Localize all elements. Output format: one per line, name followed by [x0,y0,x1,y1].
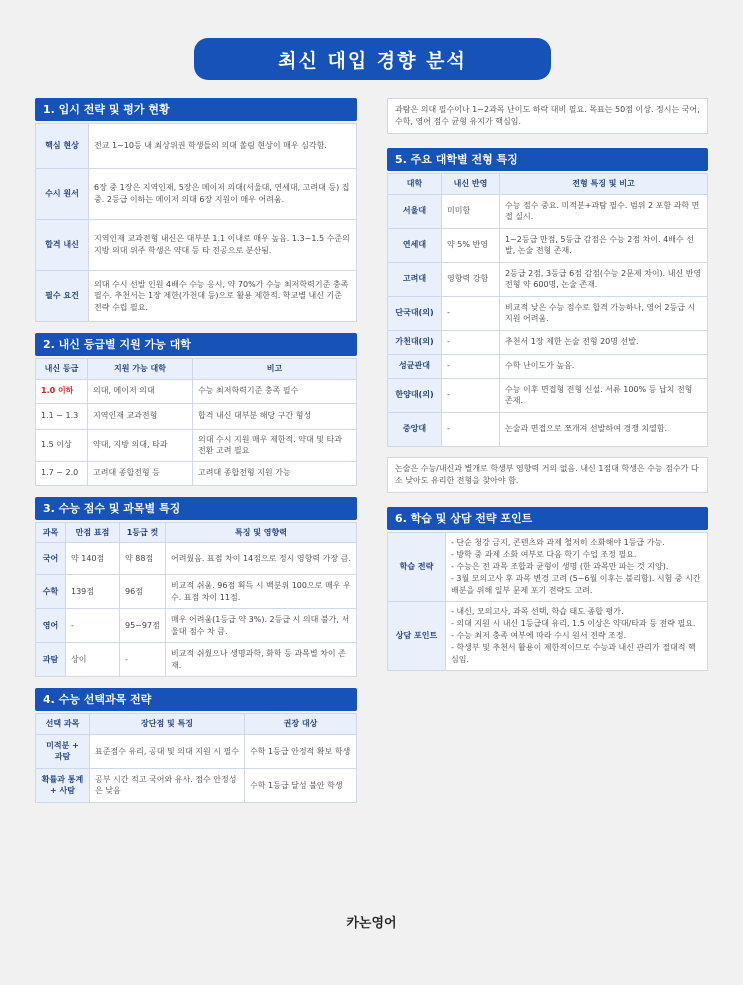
column-header: 내신 등급 [36,359,88,380]
university-cell: 서울대 [388,194,442,228]
section-6-table [387,532,708,671]
column-header: 대학 [388,174,442,195]
admission-feature-cell: 추천서 1장 제한 논술 전형 20명 선발. [500,330,708,354]
gpa-reflection-cell: 약 5% 반영 [442,228,500,262]
gpa-reflection-cell: 미미함 [442,194,500,228]
essay-note: 논술은 수능/내신과 별개로 학생부 영향력 거의 없음. 내신 1점대 학생은 수능 점수가 다소 낮아도 유리한 전형을 찾아야 함. [387,457,708,493]
university-cell: 중앙대 [388,412,442,446]
list-item: - 의대 지원 시 내신 1등급대 유리, 1.5 이상은 약대/타과 등 전략 필요. [451,618,696,628]
grade-cell: 1.1 ~ 1.3 [36,403,88,429]
gpa-reflection-cell: - [442,330,500,354]
column-header: 장단점 및 특징 [90,714,245,735]
university-cell: 성균관대 [388,354,442,378]
subject-cell: 국어 [36,543,66,575]
column-header: 과목 [36,522,66,543]
table-row [388,532,708,601]
admission-feature-cell: 2등급 2점, 3등급 6점 감점(수능 2문제 차이). 내신 반영 전형 약 600명, 논술 존재. [500,262,708,296]
section-2-table [35,358,357,486]
strategy-list-cell [446,532,708,601]
max-score-cell: 139점 [66,575,120,609]
admission-feature-cell: 수능 점수 중요. 미적분+과탐 필수. 범위 2 포함 과학 면접 실시. [500,194,708,228]
section-4-table [35,713,357,803]
list-item: - 학생부 및 추천서 활용이 제한적이므로 수능과 내신 관리가 절대적 핵심임. [451,642,696,664]
pros-cons-cell: 공부 시간 적고 국어와 유사. 점수 안정성은 낮음 [90,768,245,802]
target-cell: 수학 1등급 달성 불안 학생 [245,768,357,802]
list-item: - 수능은 전 과목 조합과 균형이 생명 (한 과목만 파는 것 지양). [451,561,669,571]
table-row [36,575,357,609]
table-row [36,379,357,403]
counseling-list-cell [446,601,708,670]
subject-cell: 수학 [36,575,66,609]
section-1-heading: 1. 입시 전략 및 평가 현황 [35,98,357,121]
table-row [36,429,357,461]
gpa-reflection-cell: - [442,296,500,330]
grade-cell: 1.7 ~ 2.0 [36,461,88,485]
university-cell: 연세대 [388,228,442,262]
admission-feature-cell: 1~2등급 만점, 5등급 감점은 수능 2점 차이. 4배수 선발, 논술 전형 존재. [500,228,708,262]
section-5-table [387,173,708,447]
feature-cell: 비교적 쉬움. 96점 획득 시 백분위 100으로 매우 우수. 표점 차이 11점. [166,575,357,609]
table-row [36,220,357,271]
table-row [388,330,708,354]
footer-brand: 카논영어 [346,916,397,931]
right-column [387,98,708,671]
column-header: 권장 대상 [245,714,357,735]
max-score-cell: 상이 [66,643,120,677]
university-cell: 가천대(의) [388,330,442,354]
list-item: - 방학 중 과제 소화 여부로 다음 학기 수업 조정 필요. [451,549,637,559]
admission-feature-cell: 비교적 낮은 수능 점수로 합격 가능하나, 영어 2등급 시 지원 어려움. [500,296,708,330]
strategy-list [451,537,702,597]
feature-cell: 비교적 쉬웠으나 생명과학, 화학 등 과목별 차이 존재. [166,643,357,677]
counseling-label: 상담 포인트 [388,601,446,670]
table-row [388,296,708,330]
table-row [388,354,708,378]
admission-feature-cell: 수학 난이도가 높음. [500,354,708,378]
table-row [36,271,357,322]
cut-cell: 96점 [120,575,166,609]
page-title: 최신 대입 경향 분석 [194,38,551,80]
pros-cons-cell: 표준점수 유리, 공대 및 의대 지원 시 필수 [90,734,245,768]
table-row [36,609,357,643]
gpa-reflection-cell: - [442,412,500,446]
table-header-row [36,714,357,735]
university-cell: 의대, 메이저 의대 [88,379,193,403]
table-row [388,601,708,670]
column-header: 내신 반영 [442,174,500,195]
gpa-reflection-cell: 영향력 강함 [442,262,500,296]
note-cell: 의대 수시 지원 매우 제한적. 약대 및 타과 전환 고려 필요 [193,429,357,461]
subject-choice-cell: 확률과 통계 + 사탐 [36,768,90,802]
table-row [388,412,708,446]
table-row [36,461,357,485]
row-text: 전교 1~10등 내 최상위권 학생들의 의대 쏠림 현상이 매우 심각함. [89,124,357,169]
left-column [35,98,357,803]
university-cell: 고려대 [388,262,442,296]
cut-cell: 약 88점 [120,543,166,575]
grade-cell: 1.5 이상 [36,429,88,461]
table-row [36,543,357,575]
column-header: 특징 및 영향력 [166,522,357,543]
university-cell: 고려대 종합전형 등 [88,461,193,485]
row-text: 지역인재 교과전형 내신은 대부분 1.1 이내로 매우 높음. 1.3~1.5 수준의 지방 의대 위주 학생은 약대 등 타 전공으로 분산됨. [89,220,357,271]
row-text: 6장 중 1장은 지역인재, 5장은 메이저 의대(서울대, 연세대, 고려대 등) 집중. 2등급 이하는 메이저 의대 6장 지원이 매우 어려움. [89,169,357,220]
cut-cell: 95~97점 [120,609,166,643]
admission-feature-cell: 논술과 면접으로 쪼개져 선발하여 경쟁 치열함. [500,412,708,446]
table-row [388,378,708,412]
row-label: 핵심 현상 [36,124,89,169]
row-label: 수시 원서 [36,169,89,220]
section-3-table [35,522,357,678]
university-cell: 약대, 지방 의대, 타과 [88,429,193,461]
column-header: 선택 과목 [36,714,90,735]
note-cell: 합격 내신 대부분 해당 구간 형성 [193,403,357,429]
section-4-heading: 4. 수능 선택과목 전략 [35,688,357,711]
table-row [36,403,357,429]
table-row [388,262,708,296]
university-cell: 한양대(의) [388,378,442,412]
list-item: - 내신, 모의고사, 과목 선택, 학습 태도 종합 평가. [451,606,624,616]
section-2-heading: 2. 내신 등급별 지원 가능 대학 [35,333,357,356]
admission-feature-cell: 수능 이후 면접형 전형 신설. 서류 100% 등 납치 전형 존재. [500,378,708,412]
table-row [36,169,357,220]
section-1-table [35,123,357,322]
subject-cell: 과탐 [36,643,66,677]
table-row [36,734,357,768]
table-row [36,124,357,169]
feature-cell: 어려웠음. 표점 차이 14점으로 정시 영향력 가장 큼. [166,543,357,575]
row-text: 의대 수시 선발 인원 4배수 수능 응시, 약 70%가 수능 최저학력기준 충족 필수. 추천서는 1장 제한(가천대 등)으로 활용 제한적. 학교별 내신 기준 전략 수립 필요. [89,271,357,322]
gpa-reflection-cell: - [442,378,500,412]
column-header: 만점 표점 [66,522,120,543]
cut-cell: - [120,643,166,677]
max-score-cell: 약 140점 [66,543,120,575]
feature-cell: 매우 어려움(1등급 약 3%). 2등급 시 의대 불가, 서울대 점수 차 큼. [166,609,357,643]
column-header: 전형 특징 및 비고 [500,174,708,195]
list-item: - 단순 청강 금지, 콘텐츠와 과제 철저히 소화해야 1등급 가능. [451,537,665,547]
table-row [36,768,357,802]
column-header: 비고 [193,359,357,380]
counseling-list [451,606,702,666]
university-cell: 단국대(의) [388,296,442,330]
note-cell: 고려대 종합전형 지원 가능 [193,461,357,485]
university-cell: 지역인재 교과전형 [88,403,193,429]
row-label: 필수 요건 [36,271,89,322]
table-header-row [36,522,357,543]
subject-choice-cell: 미적분 + 과탐 [36,734,90,768]
column-header: 지원 가능 대학 [88,359,193,380]
list-item: - 3월 모의고사 후 과목 변경 고려 (5~6월 이후는 불리함). 시험 중 시간 배분을 위해 일부 문제 포기 전략도 고려. [451,573,701,595]
target-cell: 수학 1등급 안정적 확보 학생 [245,734,357,768]
grade-cell: 1.0 이하 [36,379,88,403]
note-cell: 수능 최저학력기준 충족 필수 [193,379,357,403]
table-row [388,194,708,228]
max-score-cell: - [66,609,120,643]
table-header-row [36,359,357,380]
row-label: 합격 내신 [36,220,89,271]
section-6-heading: 6. 학습 및 상담 전략 포인트 [387,507,708,530]
column-header: 1등급 컷 [120,522,166,543]
strategy-label: 학습 전략 [388,532,446,601]
subject-cell: 영어 [36,609,66,643]
list-item: - 수능 최저 충족 여부에 따라 수시 원서 전략 조정. [451,630,627,640]
section-3-heading: 3. 수능 점수 및 과목별 특징 [35,497,357,520]
gpa-reflection-cell: - [442,354,500,378]
exam-science-note: 과탐은 의대 필수이나 1~2과목 난이도 하락 대비 필요. 목표는 50점 이상. 정시는 국어, 수학, 영어 점수 균형 유지가 핵심임. [387,98,708,134]
table-row [388,228,708,262]
section-5-heading: 5. 주요 대학별 전형 특징 [387,148,708,171]
table-header-row [388,174,708,195]
table-row [36,643,357,677]
